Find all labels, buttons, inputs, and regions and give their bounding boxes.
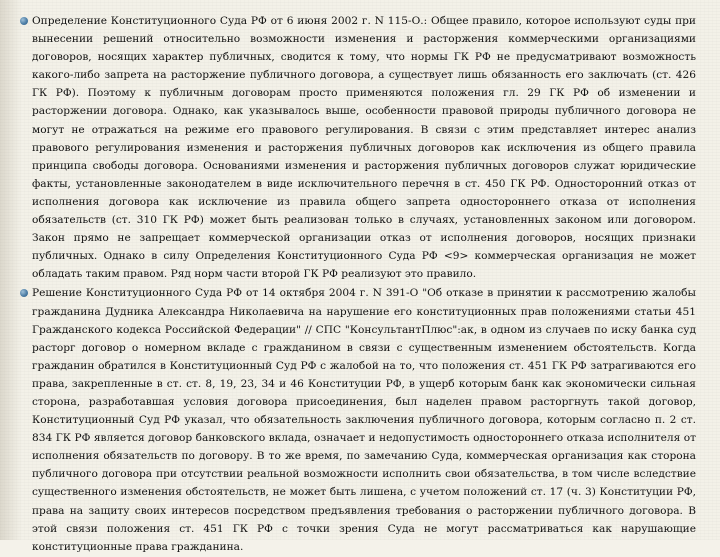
paragraph-2-text: Решение Конституционного Суда РФ от 14 октября 2004 г. N 391-О "Об отказе в принятии к рассмотрению жалобы гражданина Дудника Александра Николаевича на нарушение его конституционных прав положениями статьи 451 Гражданского кодекса Российской Федерации" // СПС "КонсультантПлюс":ак, в одном из случаев по иску банка суд расторг договор о номерном вкладе с гражданином в связи с существенным изменением обстоятельств. Когда гражданин обратился в Конституционный Суд РФ с жалобой на то, что положения ст. 451 ГК РФ затрагиваются его права, закрепленные в ст. ст. 8, 19, 23, 34 и 46 Конституции РФ, в ущерб которым банк как экономически сильная сторона, разработавшая условия договора присоединения, был наделен правом расторгнуть такой договор, Конституционный Суд РФ указал, что обязательность заключения публичного договора, которым согласно п. 2 ст. 834 ГК РФ является договор банковского вклада, означает и недопустимость одностороннего отказа исполнителя от исполнения обязательств по договору. В то же время, по замечанию Суда, коммерческая организация как сторона публичного договора при отсутствии реальной возможности исполнить свои обязательства, в том числе вследствие существенного изменения обстоятельств, не может быть лишена, с учетом положений ст. 17 (ч. 3) Конституции РФ, права на защиту своих интересов посредством предъявления требования о расторжении публичного договора. В этой связи положения ст. 451 ГК РФ с точки зрения Суда не могут рассматриваться как нарушающие конституционные права гражданина. [32,287,696,553]
bullet-icon [20,289,28,297]
paragraph-1 [24,12,696,283]
bullet-icon [20,17,28,25]
paragraph-1-text: Определение Конституционного Суда РФ от 6 июня 2002 г. N 115-О.: Общее правило, которое используют суды при вынесении решений относительно возможности изменения и расторжения коммерческими организациями договоров, носящих характер публичных, сводится к тому, что нормы ГК РФ не предусматривают возможность какого-либо запрета на расторжение публичного договора, а существует лишь обязанность его заключать (ст. 426 ГК РФ). Поэтому к публичным договорам просто применяются положения гл. 29 ГК РФ об изменении и расторжении договора. Однако, как указывалось выше, особенности правовой природы публичного договора не могут не отражаться на режиме его правового регулирования. В связи с этим представляет интерес анализ правового регулирования изменения и расторжения публичных договоров как исключения из общего правила принципа свободы договора. Основаниями изменения и расторжения публичных договоров служат юридические факты, установленные законодателем в виде исключительного перечня в ст. 450 ГК РФ. Односторонний отказ от исполнения договора как исключение из правила общего запрета одностороннего отказа от исполнения обязательств (ст. 310 ГК РФ) может быть реализован только в случаях, установленных законом или договором. Закон прямо не запрещает коммерческой организации отказ от исполнения договоров, носящих признаки публичных. Однако в силу Определения Конституционного Суда РФ <9> коммерческая организация не может обладать таким правом. Ряд норм части второй ГК РФ реализуют это правило. [32,15,696,281]
page-edge-shadow [0,0,22,540]
document-content [24,12,696,557]
paragraph-2 [24,284,696,555]
